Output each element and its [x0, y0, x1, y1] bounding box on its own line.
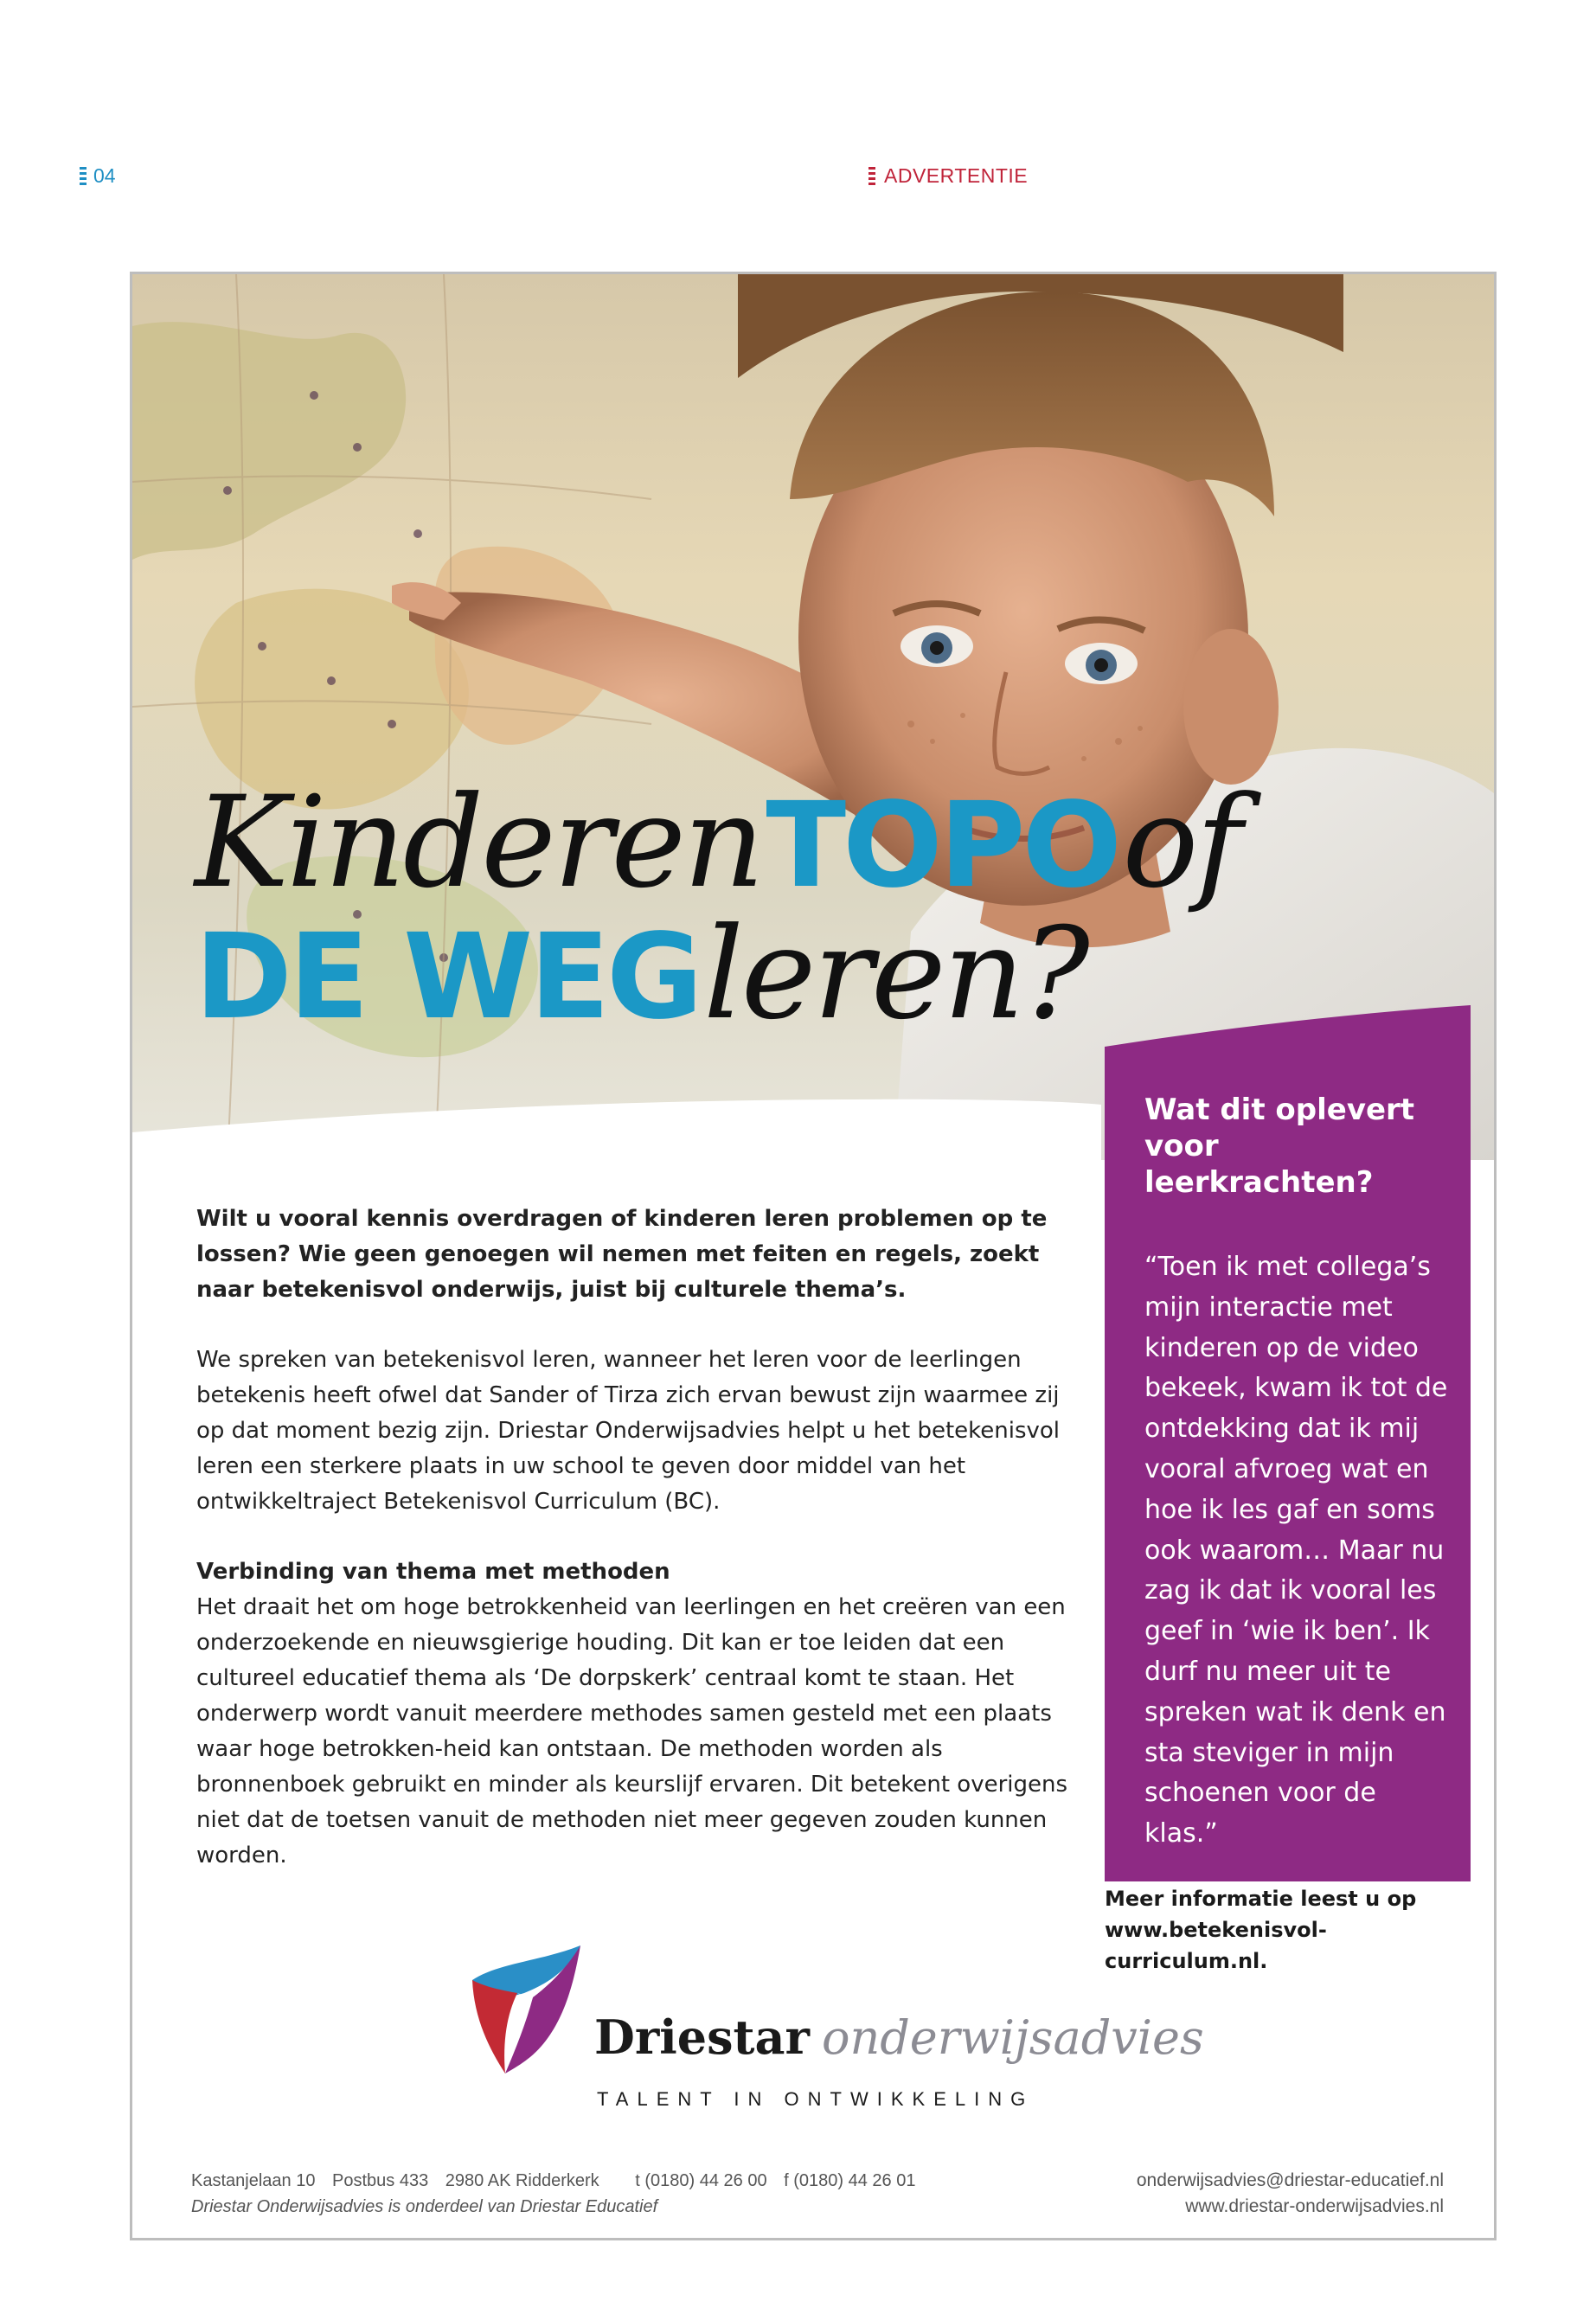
logo-sub: onderwijsadvies	[821, 2010, 1204, 2065]
subheading: Verbinding van thema met methoden	[196, 1559, 670, 1585]
more-info	[1105, 1883, 1477, 1977]
driestar-logo-icon	[464, 1945, 585, 2075]
more-info-link[interactable]: www.betekenisvol-curriculum.nl.	[1105, 1918, 1327, 1973]
footer-address-row	[191, 2168, 927, 2194]
section-bars-icon	[869, 167, 875, 185]
footer-note: Driestar Onderwijsadvies is onderdeel van Driestar Educatief	[191, 2197, 658, 2216]
more-info-text: Meer informatie leest u op	[1105, 1887, 1417, 1911]
article-body	[196, 1202, 1070, 1874]
headline-word: of	[1122, 769, 1240, 916]
headline-word: leren?	[703, 900, 1087, 1048]
footer-website[interactable]: www.driestar-onderwijsadvies.nl	[1185, 2196, 1444, 2216]
testimonial-title: Wat dit oplevert voor leerkrachten?	[1144, 1093, 1415, 1200]
headline	[195, 769, 1319, 1048]
footer-address: Kastanjelaan 10	[191, 2171, 316, 2190]
footer-email[interactable]: onderwijsadvies@driestar-educatief.nl	[1136, 2170, 1444, 2190]
footer-fax: f (0180) 44 26 01	[784, 2171, 916, 2190]
page-number-text: 04	[93, 164, 116, 187]
testimonial-box	[1105, 1005, 1471, 1881]
headline-word: Kinderen	[195, 769, 762, 916]
page-number	[80, 164, 116, 188]
footer-city: 2980 AK Ridderkerk	[445, 2171, 599, 2190]
footer-online	[1137, 2168, 1444, 2220]
logo-brand: Driestar	[594, 2009, 810, 2065]
headline-line-1	[195, 769, 1319, 916]
section-bars-icon	[80, 167, 87, 185]
driestar-logo	[594, 2009, 1204, 2065]
testimonial-quote: “Toen ik met collega’s mijn interactie met kinderen op de video bekeek, kwam ik tot de ontdekking dat ik mij vooral afvroeg wat en hoe ik les gaf en soms ook waarom… Maar nu zag ik dat ik vooral les geef in ‘wie ik ben’. Ik durf nu meer uit te spreken wat ik denk en sta steviger in mijn schoenen voor de klas.”	[1144, 1252, 1448, 1849]
advertisement	[130, 272, 1497, 2240]
footer-phone: t (0180) 44 26 00	[635, 2171, 767, 2190]
body-paragraph: We spreken van betekenisvol leren, wanneer het leren voor de leerlingen betekenis heeft ofwel dat Sander of Tirza zich ervan bewust zijn waarmee zij op dat moment bezig zijn. Driestar Onderwijsadvies helpt u het betekenisvol leren een sterkere plaats in uw school te geven door middel van het ontwikkeltraject Betekenisvol Curriculum (BC).	[196, 1347, 1061, 1515]
section-label-text: ADVERTENTIE	[884, 164, 1029, 187]
body-paragraph: Het draait het om hoge betrokkenheid van leerlingen en het creëren van een onderzoekende en nieuwsgierige houding. Dit kan er toe leiden dat een cultureel educatief thema als ‘De dorpskerk’ centraal komt te staan. Het onderwerp wordt vanuit meerdere methodes samen gesteld met een plaats waar hoge betrokken-heid kan ontstaan. De methoden worden als bronnenboek gebruikt en minder als keurslijf ervaren. Dit betekent overigens niet dat de toetsen vanuit de methoden niet meer gegeven zouden kunnen worden.	[196, 1594, 1068, 1868]
section-label	[869, 164, 1028, 188]
logo-tagline: TALENT IN ONTWIKKELING	[597, 2088, 1035, 2110]
footer-contact	[191, 2168, 927, 2220]
headline-highlight: TOPO	[766, 778, 1119, 914]
footer-postbus: Postbus 433	[332, 2171, 429, 2190]
intro-paragraph: Wilt u vooral kennis overdragen of kinderen leren problemen op te lossen? Wie geen genoegen wil nemen met feiten en regels, zoekt naar betekenisvol onderwijs, juist bij culturele thema’s.	[196, 1206, 1048, 1303]
headline-highlight: DE WEG	[195, 908, 700, 1046]
